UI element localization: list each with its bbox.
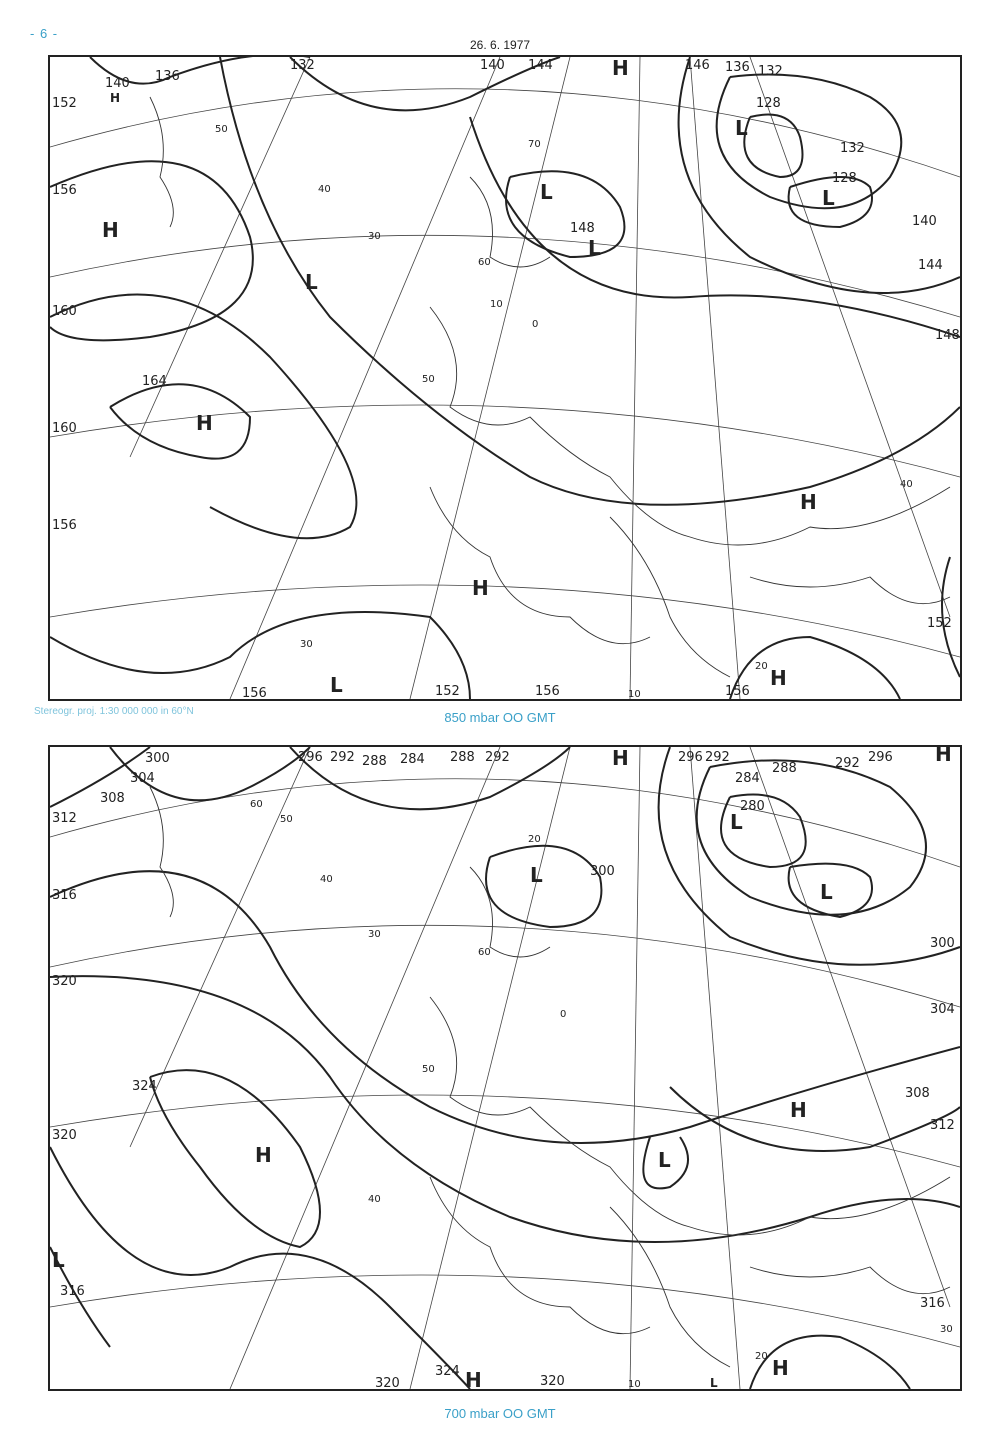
isotherm-label: 60 [250, 799, 263, 810]
map-700-graphics [50, 747, 960, 1389]
contour-label: 140 [912, 214, 937, 229]
isotherm-label: 40 [900, 479, 913, 490]
isotherm-label: 0 [560, 1009, 567, 1020]
chart-date: 26. 6. 1977 [470, 38, 531, 52]
low-center: L [305, 270, 318, 294]
contour-label: 308 [905, 1086, 930, 1101]
contour-label: 156 [535, 684, 560, 699]
map-850mbar [48, 55, 962, 701]
contour-label: 128 [832, 171, 857, 186]
low-center: L [658, 1148, 671, 1172]
contour-label: 296 [868, 750, 893, 765]
isotherm-label: 40 [320, 874, 333, 885]
high-center: H [612, 57, 629, 80]
isotherm-label: 20 [755, 1351, 768, 1362]
contour-label: 160 [52, 304, 77, 319]
contour-label: 320 [52, 974, 77, 989]
contour-label: 312 [930, 1118, 955, 1133]
caption-700mbar: 700 mbar OO GMT [444, 1406, 556, 1421]
high-center: H [465, 1368, 482, 1389]
contour-label: 300 [145, 751, 170, 766]
low-center: L [710, 1376, 718, 1389]
contour-label: 132 [290, 58, 315, 73]
contour-label: 308 [100, 791, 125, 806]
contour-label: 292 [330, 750, 355, 765]
isotherm-label: 10 [490, 299, 503, 310]
contour-label: 316 [52, 888, 77, 903]
low-center: L [52, 1248, 65, 1272]
contour-label: 140 [105, 76, 130, 91]
isotherm-label: 50 [422, 1064, 435, 1075]
contour-label: 312 [52, 811, 77, 826]
contours [50, 57, 960, 699]
low-center: L [330, 673, 343, 697]
low-center: L [530, 863, 543, 887]
map-850-graphics [50, 57, 960, 699]
contour-label: 300 [590, 864, 615, 879]
contour-label: 284 [400, 752, 425, 767]
contour-label: 284 [735, 771, 760, 786]
contour-label: 288 [450, 750, 475, 765]
contour-label: 144 [528, 58, 553, 73]
contour-label: 152 [52, 96, 77, 111]
contour-label: 304 [130, 771, 155, 786]
contour-label: 156 [725, 684, 750, 699]
contours [50, 747, 960, 1389]
contour-label: 300 [930, 936, 955, 951]
contour-label: 292 [705, 750, 730, 765]
high-center: H [612, 747, 629, 770]
low-center: L [822, 186, 835, 210]
contour-label: 132 [758, 64, 783, 79]
contour-label: 144 [918, 258, 943, 273]
contour-label: 156 [52, 518, 77, 533]
isotherm-label: 10 [628, 1379, 641, 1389]
high-center: H [255, 1143, 272, 1167]
low-center: L [730, 810, 743, 834]
contour-label: 164 [142, 374, 167, 389]
isotherm-label: 10 [628, 689, 641, 699]
isotherm-label: 40 [368, 1194, 381, 1205]
isotherm-label: 50 [280, 814, 293, 825]
contour-label: 316 [920, 1296, 945, 1311]
isotherm-label: 60 [478, 257, 491, 268]
low-center: L [735, 116, 748, 140]
isotherm-label: 50 [422, 374, 435, 385]
contour-label: 304 [930, 1002, 955, 1017]
contour-label: 140 [480, 58, 505, 73]
map-700mbar [48, 745, 962, 1391]
contour-label: 296 [678, 750, 703, 765]
high-center: H [472, 576, 489, 600]
high-center: H [800, 490, 817, 514]
contour-label: 320 [52, 1128, 77, 1143]
isotherm-label: 30 [368, 929, 381, 940]
high-center: H [935, 747, 952, 766]
contour-label: 148 [935, 328, 960, 343]
isotherm-label: 30 [940, 1324, 953, 1335]
contour-label: 152 [435, 684, 460, 699]
page-number: - 6 - [30, 26, 59, 41]
isotherm-label: 30 [300, 639, 313, 650]
high-center: H [196, 411, 213, 435]
contour-label: 280 [740, 799, 765, 814]
contour-label: 152 [927, 616, 952, 631]
isotherm-label: 20 [755, 661, 768, 672]
low-center: L [820, 880, 833, 904]
isotherm-label: 30 [368, 231, 381, 242]
pressure-centers [102, 57, 835, 697]
isotherm-label: 20 [528, 834, 541, 845]
contour-label: 156 [242, 686, 267, 699]
high-center: H [772, 1356, 789, 1380]
isotherm-label: 60 [478, 947, 491, 958]
isotherm-label: 70 [528, 139, 541, 150]
contour-label: 148 [570, 221, 595, 236]
contour-label: 136 [725, 60, 750, 75]
low-center: L [540, 180, 553, 204]
contour-label: 146 [685, 58, 710, 73]
contour-label: 288 [362, 754, 387, 769]
contour-label: 316 [60, 1284, 85, 1299]
projection-note: Stereogr. proj. 1:30 000 000 in 60°N [34, 706, 194, 717]
contour-label: 136 [155, 69, 180, 84]
contour-labels [52, 58, 960, 699]
contour-label: 288 [772, 761, 797, 776]
contour-label: 156 [52, 183, 77, 198]
contour-label: 324 [132, 1079, 157, 1094]
isotherm-label: 40 [318, 184, 331, 195]
graticule [50, 747, 960, 1389]
high-center: H [770, 666, 787, 690]
contour-label: 292 [835, 756, 860, 771]
contour-label: 160 [52, 421, 77, 436]
contour-label: 128 [756, 96, 781, 111]
high-center: H [110, 91, 121, 105]
isotherm-label: 0 [532, 319, 539, 330]
contour-label: 296 [298, 750, 323, 765]
high-center: H [790, 1098, 807, 1122]
isotherm-label: 50 [215, 124, 228, 135]
high-center: H [102, 218, 119, 242]
isotherm-labels [215, 124, 913, 699]
contour-label: 320 [540, 1374, 565, 1389]
graticule [50, 57, 960, 699]
low-center: L [588, 236, 601, 260]
caption-850mbar: 850 mbar OO GMT [444, 710, 556, 725]
contour-label: 324 [435, 1364, 460, 1379]
contour-label: 320 [375, 1376, 400, 1389]
contour-label: 292 [485, 750, 510, 765]
pressure-centers [52, 747, 952, 1389]
contour-label: 132 [840, 141, 865, 156]
